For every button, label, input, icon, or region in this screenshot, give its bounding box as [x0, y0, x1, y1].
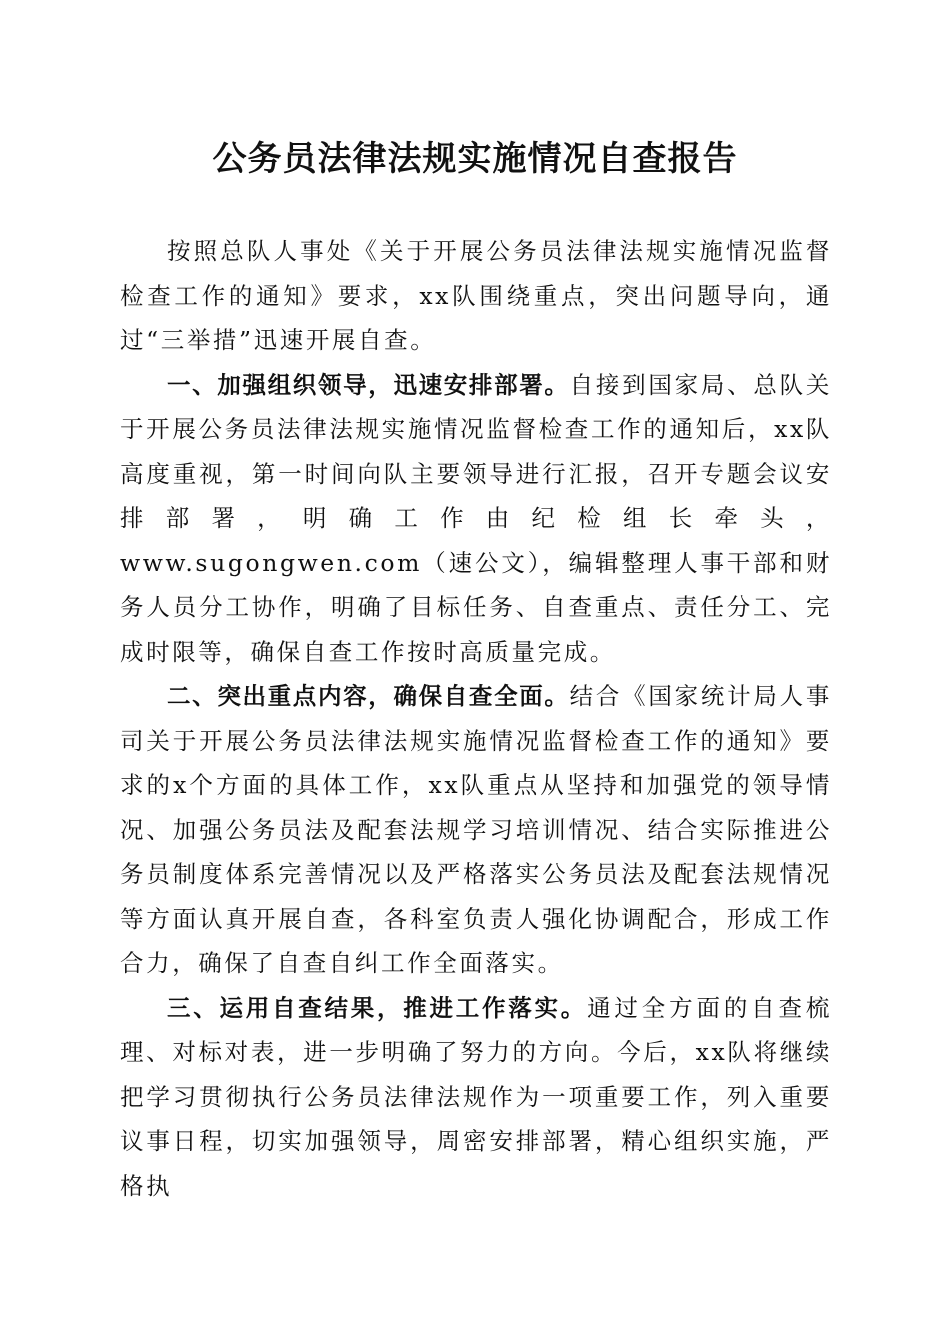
section-2-paragraph [120, 674, 832, 986]
section-1-heading: 一、加强组织领导，迅速安排部署。 [167, 370, 570, 399]
section-2-heading: 二、突出重点内容，确保自查全面。 [167, 682, 570, 710]
intro-paragraph: 按照总队人事处《关于开展公务员法律法规实施情况监督检查工作的通知》要求，xx队围绕重点，突出问题导向，通过“三举措”迅速开展自查。 [120, 237, 832, 354]
document-title: 公务员法律法规实施情况自查报告 [212, 139, 738, 179]
section-2-body: 结合《国家统计局人事司关于开展公务员法律法规实施情况监督检查工作的通知》要求的x个方面的具体工作，xx队重点从坚持和加强党的领导情况、加强公务员法及配套法规学习培训情况、结合实际推进公务员制度体系完善情况以及严格落实公务员法及配套法规情况等方面认真开展自查，各科室负责人强化协调配合，形成工作合力，确保了自查自纠工作全面落实。 [120, 682, 833, 977]
section-1-body: 自接到国家局、总队关于开展公务员法律法规实施情况监督检查工作的通知后，xx队高度重视，第一时间向队主要领导进行汇报，召开专题会议安排部署，明确工作由纪检组长牵头，www.sugongwen.com（速公文），编辑整理人事干部和财务人员分工协作，明确了目标任务、自查重点、责任分工、完成时限等，确保自查工作按时高质量完成。 [120, 370, 833, 666]
document-body [120, 229, 832, 1208]
section-3-heading: 三、运用自查结果，推进工作落实。 [167, 993, 588, 1022]
section-3-paragraph [120, 986, 832, 1209]
section-3-body: 通过全方面的自查梳理、对标对表，进一步明确了努力的方向。今后，xx队将继续把学习贯彻执行公务员法律法规作为一项重要工作，列入重要议事日程，切实加强领导，周密安排部署，精心组织实施，严格执 [120, 993, 832, 1200]
section-1-paragraph [120, 363, 832, 675]
